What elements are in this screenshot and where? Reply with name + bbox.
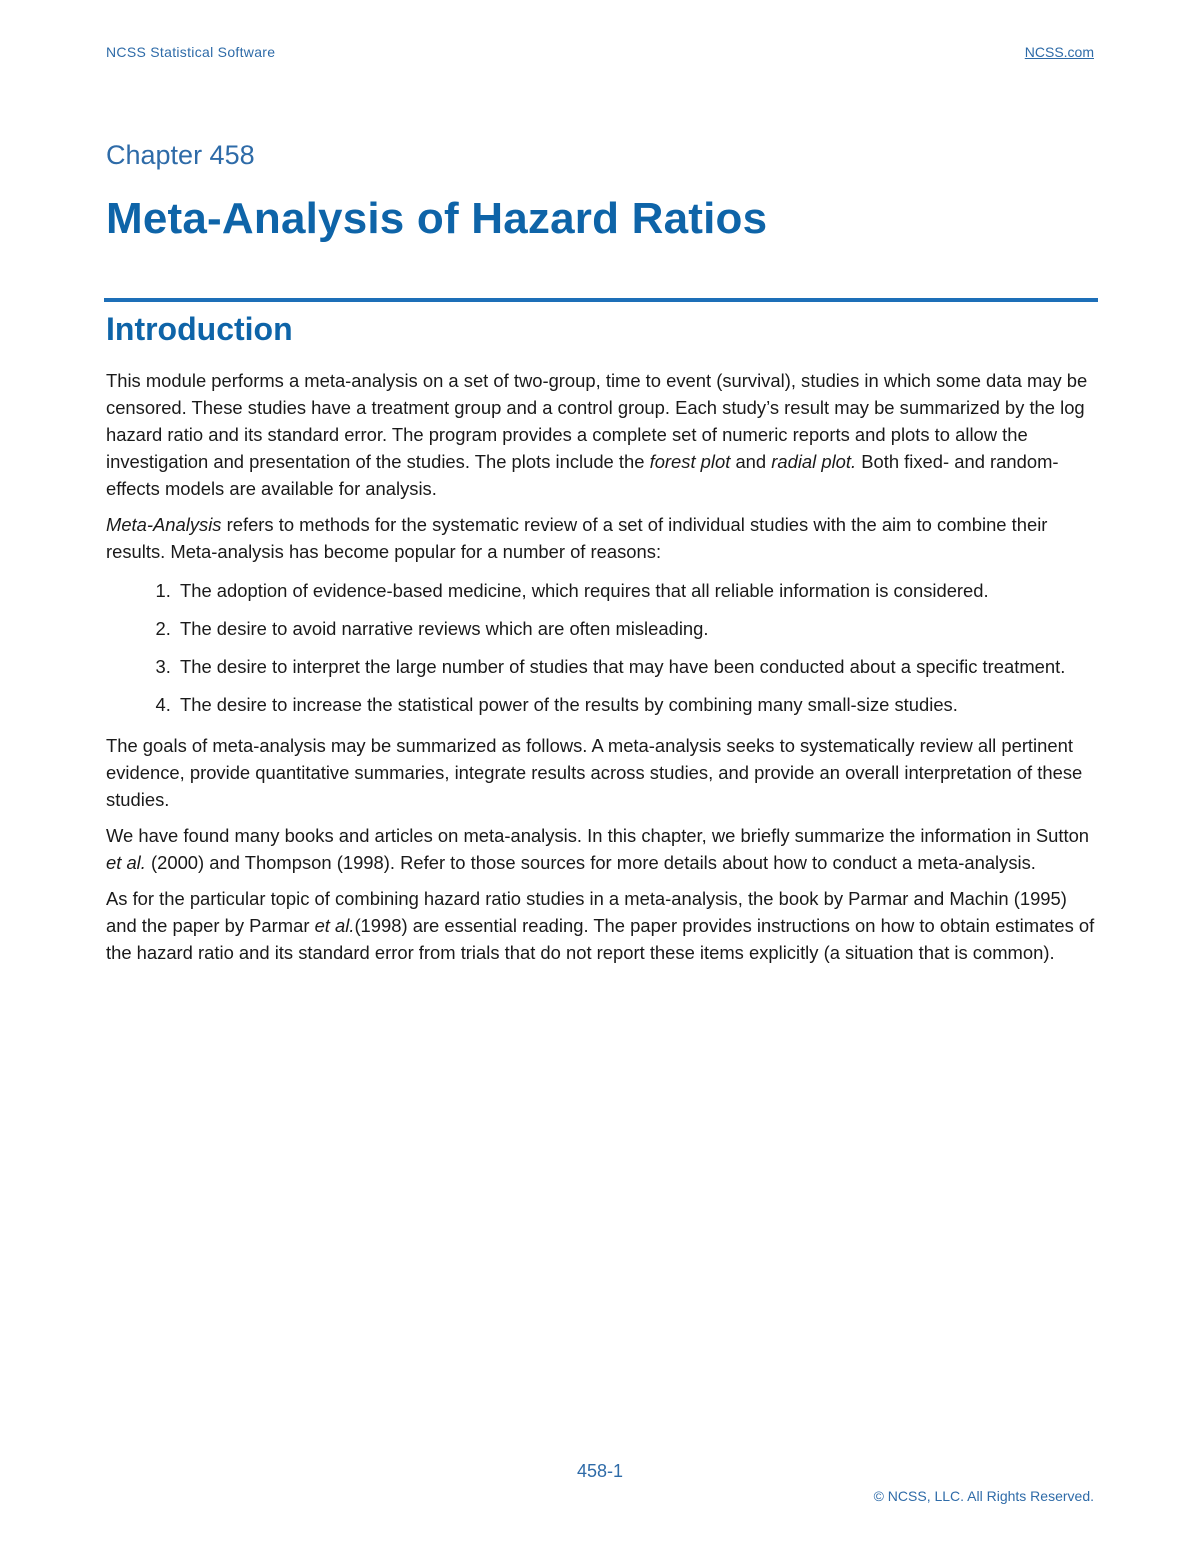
section-heading-introduction: Introduction: [106, 311, 293, 347]
p1-emphasis-forest-plot: forest plot: [649, 451, 731, 472]
chapter-label: Chapter 458: [106, 140, 255, 170]
p4-text-b: (2000) and Thompson (1998). Refer to those sources for more details about how to conduct a meta-analysis.: [145, 852, 1036, 873]
page-title: Meta-Analysis of Hazard Ratios: [106, 194, 768, 243]
p1-emphasis-radial-plot: radial plot.: [771, 451, 857, 472]
paragraph-4: [106, 822, 1096, 876]
reasons-list: [106, 577, 1096, 718]
header-site-link[interactable]: NCSS.com: [1024, 44, 1094, 60]
paragraph-1: [106, 367, 1096, 502]
p5-text-b: (1998) are essential reading. The paper provides instructions on how to obtain estimates of the hazard ratio and its standard error from trials that do not report these items explicitly (a situation that is common).: [106, 915, 1095, 963]
paragraph-5: [106, 885, 1096, 966]
header-software-name: NCSS Statistical Software: [106, 44, 276, 60]
p2-text-a: refers to methods for the systematic review of a set of individual studies with the aim to combine their results. Meta-analysis has become popular for a number of reasons:: [106, 514, 1048, 562]
p4-text-a: We have found many books and articles on meta-analysis. In this chapter, we briefly summarize the information in Sutton: [106, 825, 1090, 846]
p5-emphasis-et-al: et al.: [314, 915, 355, 936]
p1-text-c: Both fixed- and random-effects models are available for analysis.: [106, 451, 1059, 499]
p2-emphasis-meta-analysis: Meta-Analysis: [106, 514, 222, 535]
list-item: 1. The adoption of evidence-based medicine, which requires that all reliable information is considered.: [176, 577, 1096, 604]
list-item: 4. The desire to increase the statistical power of the results by combining many small-size studies.: [176, 691, 1096, 718]
paragraph-3: The goals of meta-analysis may be summarized as follows. A meta-analysis seeks to systematically review all pertinent evidence, provide quantitative summaries, integrate results across studies, and provide an overall interpretation of these studies.: [106, 735, 1083, 810]
page-number: 458-1: [576, 1461, 624, 1481]
p1-text-b: and: [730, 451, 772, 472]
introduction-body: [106, 367, 1096, 975]
p4-emphasis-et-al: et al.: [106, 852, 146, 873]
list-item: 2. The desire to avoid narrative reviews which are often misleading.: [176, 615, 1096, 642]
title-divider: [104, 298, 1098, 302]
list-item: 3. The desire to interpret the large number of studies that may have been conducted about a specific treatment.: [176, 653, 1096, 680]
paragraph-2: [106, 511, 1096, 565]
p5-text-a: As for the particular topic of combining hazard ratio studies in a meta-analysis, the book by Parmar and Machin (1995) and the paper by Parmar: [106, 888, 1067, 936]
copyright-notice: © NCSS, LLC. All Rights Reserved.: [873, 1488, 1094, 1504]
p1-text-a: This module performs a meta-analysis on a set of two-group, time to event (survival), studies in which some data may be censored. These studies have a treatment group and a control group. Each study’s result may be summarized by the log hazard ratio and its standard error. The program provides a complete set of numeric reports and plots to allow the investigation and presentation of the studies. The plots include the: [106, 370, 1088, 472]
